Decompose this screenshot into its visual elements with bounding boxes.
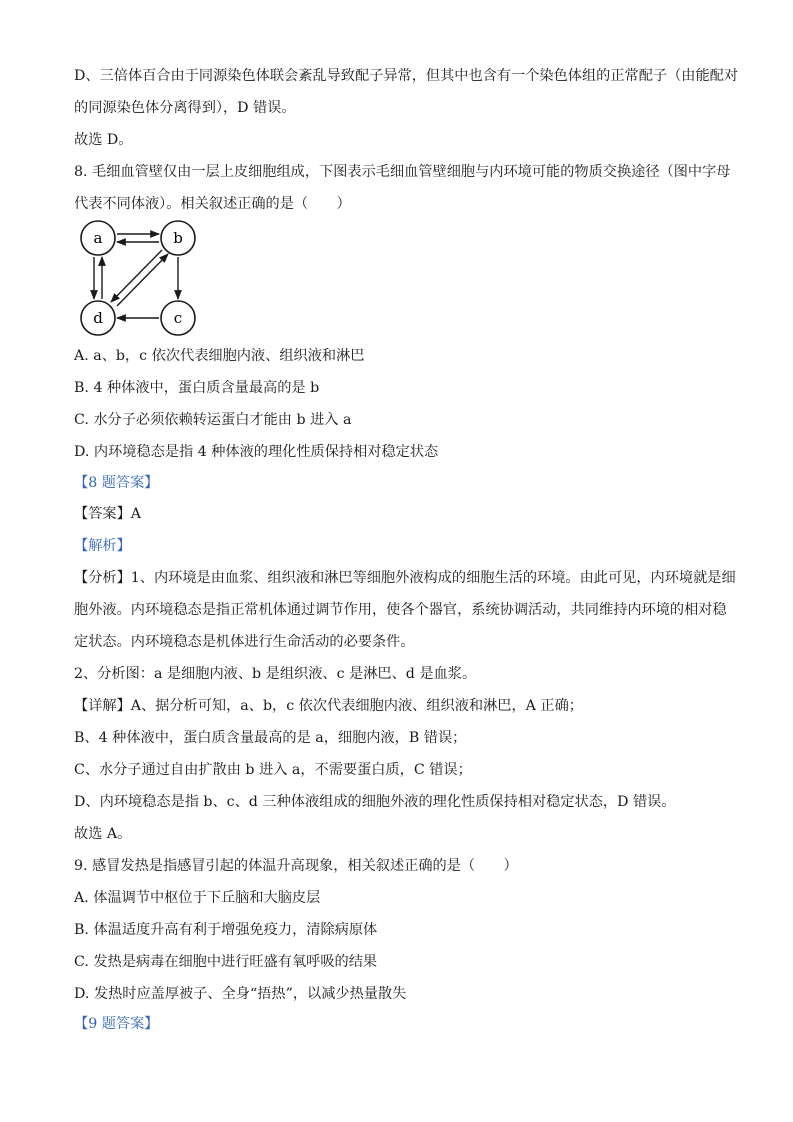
q8-analysis-line3: 定状态。内环境稳态是机体进行生命活动的必要条件。 [74, 634, 415, 650]
node-c-label: c [173, 309, 183, 327]
q8-detail-b: B、4 种体液中，蛋白质含量最高的是 a，细胞内液，B 错误； [74, 730, 467, 746]
q8-detail-c: C、水分子通过自由扩散由 b 进入 a，不需要蛋白质，C 错误； [74, 762, 472, 778]
q8-option-a: A. a、b，c 依次代表细胞内液、组织液和淋巴 [74, 348, 365, 364]
q8-detail-d: D、内环境稳态是指 b、c、d 三种体液组成的细胞外液的理化性质保持相对稳定状态，D 错误。 [74, 794, 676, 810]
fluid-exchange-diagram [74, 218, 234, 342]
node-c [161, 301, 195, 335]
q8-conclusion: 故选 A。 [74, 826, 132, 842]
q8-detail-a: 【详解】A、据分析可知，a、b，c 依次代表细胞内液、组织液和淋巴，A 正确； [74, 698, 583, 714]
node-b [161, 221, 195, 255]
q8-analysis-heading: 【解析】 [74, 538, 131, 554]
node-d [81, 301, 115, 335]
q7-d-explanation-line2: 的同源染色体分离得到），D 错误。 [74, 100, 296, 116]
q8-option-d: D. 内环境稳态是指 4 种体液的理化性质保持相对稳定状态 [74, 444, 439, 460]
q8-option-b: B. 4 种体液中，蛋白质含量最高的是 b [74, 380, 320, 396]
q9-answer-heading: 【9 题答案】 [74, 1016, 159, 1032]
q8-stem-line2: 代表不同体液）。相关叙述正确的是（ ） [74, 196, 351, 212]
q8-analysis-line4: 2、分析图：a 是细胞内液、b 是组织液、c 是淋巴、d 是血浆。 [74, 666, 477, 682]
arrow-d-to-b [117, 254, 168, 306]
q8-analysis-line1: 【分析】1、内环境是由血浆、组织液和淋巴等细胞外液构成的细胞生活的环境。由此可见，内环境就是细 [74, 570, 736, 586]
q7-d-explanation-line1: D、三倍体百合由于同源染色体联会紊乱导致配子异常，但其中也含有一个染色体组的正常配子（由能配对 [74, 68, 739, 84]
q8-answer: 【答案】A [74, 506, 141, 522]
node-b-label: b [173, 229, 183, 247]
q9-option-b: B. 体温适度升高有利于增强免疫力，清除病原体 [74, 922, 378, 938]
q8-stem-line1: 8. 毛细血管壁仅由一层上皮细胞组成，下图表示毛细血管壁细胞与内环境可能的物质交换途径（图中字母 [74, 164, 731, 180]
node-a [81, 221, 115, 255]
node-d-label: d [93, 309, 103, 327]
q9-stem: 9. 感冒发热是指感冒引起的体温升高现象，相关叙述正确的是（ ） [74, 858, 518, 874]
q8-option-c: C. 水分子必须依赖转运蛋白才能由 b 进入 a [74, 412, 352, 428]
q8-answer-heading: 【8 题答案】 [74, 475, 159, 491]
q8-analysis-line2: 胞外液。内环境稳态是指正常机体通过调节作用，使各个器官，系统协调活动，共同维持内环境的相对稳 [74, 602, 727, 618]
arrow-b-to-d [111, 250, 162, 302]
q9-option-a: A. 体温调节中枢位于下丘脑和大脑皮层 [74, 890, 321, 906]
q9-option-c: C. 发热是病毒在细胞中进行旺盛有氧呼吸的结果 [74, 954, 378, 970]
q9-option-d: D. 发热时应盖厚被子、全身“捂热”，以减少热量散失 [74, 986, 407, 1002]
q7-conclusion: 故选 D。 [74, 132, 133, 148]
node-a-label: a [93, 229, 103, 247]
